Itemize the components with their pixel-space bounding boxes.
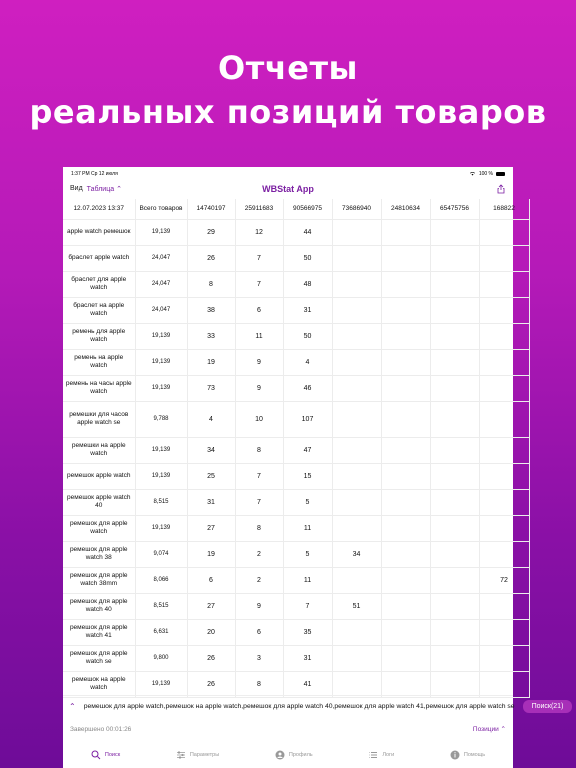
table-row[interactable] [63,375,529,401]
total-cell: 24,047 [135,297,187,323]
position-cell: 12 [235,219,283,245]
table-row[interactable] [63,645,529,671]
wifi-icon [469,171,476,176]
position-cell: 46 [283,375,332,401]
position-cell: 73 [187,375,235,401]
tab-profile[interactable] [275,750,313,760]
table-row[interactable] [63,515,529,541]
total-cell: 8,515 [135,489,187,515]
status-time: 1:37 PM [71,170,90,177]
position-cell [430,349,479,375]
position-cell [479,375,529,401]
search-button[interactable]: Поиск(21) [523,700,573,713]
position-cell [332,645,381,671]
table-row[interactable] [63,619,529,645]
position-cell: 7 [283,593,332,619]
app-title: WBStat App [262,183,314,194]
position-cell [381,619,430,645]
person-icon [275,750,285,760]
position-cell: 8 [235,437,283,463]
position-cell [430,245,479,271]
position-cell: 26 [187,245,235,271]
position-cell: 15 [283,463,332,489]
position-cell [430,375,479,401]
position-cell [479,619,529,645]
table-row[interactable] [63,245,529,271]
query-cell: ремешки на apple watch [63,437,135,463]
position-cell [332,375,381,401]
query-cell: ремешок для apple watch 41 [63,619,135,645]
position-cell: 26 [187,645,235,671]
tab-label: Параметры [189,751,220,758]
table-header-row [63,199,529,219]
view-selector-value: Таблица [86,185,115,193]
position-cell [381,219,430,245]
position-cell: 72 [479,567,529,593]
positions-selector-label: Позиции [472,726,499,733]
position-cell [381,401,430,437]
promo-headline-line1: Отчеты [218,49,358,87]
search-icon [91,750,101,760]
position-cell: 29 [187,219,235,245]
position-cell: 5 [283,489,332,515]
query-cell: ремень для apple watch [63,323,135,349]
position-cell: 34 [332,541,381,567]
table-row[interactable] [63,323,529,349]
product-id-header[interactable]: 14740197 [187,199,235,219]
chevron-up-icon[interactable]: ⌃ [69,702,76,711]
position-cell [332,297,381,323]
position-cell [381,437,430,463]
position-cell [479,437,529,463]
query-cell: ремень на часы apple watch [63,375,135,401]
position-cell: 2 [235,541,283,567]
position-cell [381,271,430,297]
position-cell [381,541,430,567]
position-cell [332,489,381,515]
position-cell [381,297,430,323]
position-cell: 34 [187,437,235,463]
position-cell: 3 [235,645,283,671]
product-id-header[interactable]: 73686940 [332,199,381,219]
position-cell [479,671,529,697]
product-id-header[interactable]: 25911683 [235,199,283,219]
position-cell: 107 [283,401,332,437]
status-line [63,723,513,735]
tab-search[interactable] [91,750,120,760]
position-cell [430,515,479,541]
position-cell [430,593,479,619]
position-cell [479,271,529,297]
position-cell [381,375,430,401]
product-id-header[interactable]: 90566975 [283,199,332,219]
table-row[interactable] [63,297,529,323]
position-cell: 31 [187,489,235,515]
table-row[interactable] [63,437,529,463]
tab-bar [63,741,513,768]
position-cell [381,567,430,593]
query-cell: браслет apple watch [63,245,135,271]
product-id-header[interactable]: 24810634 [381,199,430,219]
position-cell [332,619,381,645]
position-cell [479,541,529,567]
position-cell: 11 [235,323,283,349]
position-cell [430,271,479,297]
table-row[interactable] [63,541,529,567]
total-cell: 19,139 [135,375,187,401]
view-selector[interactable] [87,185,122,193]
query-cell: ремешок apple watch [63,463,135,489]
tab-label: Логи [382,751,395,758]
position-cell [332,323,381,349]
list-icon [368,750,378,760]
position-cell: 7 [235,489,283,515]
query-cell: браслет для apple watch [63,271,135,297]
total-cell: 9,788 [135,401,187,437]
table-row[interactable] [63,489,529,515]
total-cell: 24,047 [135,271,187,297]
position-cell [479,297,529,323]
query-cell: ремешок для apple watch se [63,645,135,671]
position-cell: 4 [187,401,235,437]
battery-icon [496,172,505,176]
position-cell [430,401,479,437]
position-cell [479,463,529,489]
position-cell: 6 [235,297,283,323]
total-cell: 9,800 [135,645,187,671]
status-bar [63,167,513,180]
total-cell: 19,139 [135,437,187,463]
query-cell: ремешок apple watch 40 [63,489,135,515]
position-cell [381,671,430,697]
position-cell: 7 [235,463,283,489]
promo-headline-line2: реальных позиций товаров [29,93,547,131]
total-cell: 19,139 [135,671,187,697]
position-cell: 20 [187,619,235,645]
position-cell [381,463,430,489]
position-cell [332,349,381,375]
position-cell: 33 [187,323,235,349]
position-cell [430,323,479,349]
position-cell: 4 [283,349,332,375]
position-cell [381,489,430,515]
total-cell: 24,047 [135,245,187,271]
position-cell: 11 [283,515,332,541]
position-cell: 2 [235,567,283,593]
position-cell: 7 [235,271,283,297]
position-cell [430,645,479,671]
position-cell [381,349,430,375]
position-cell: 6 [187,567,235,593]
position-cell [430,489,479,515]
position-cell [479,219,529,245]
position-cell [381,645,430,671]
position-cell: 26 [187,671,235,697]
total-cell: 9,074 [135,541,187,567]
position-cell [381,245,430,271]
position-cell [430,297,479,323]
position-cell [381,515,430,541]
sliders-icon [176,750,186,760]
position-cell: 51 [332,593,381,619]
position-cell [332,219,381,245]
position-cell: 50 [283,323,332,349]
total-cell: 19,139 [135,219,187,245]
table-row[interactable] [63,567,529,593]
position-cell [332,463,381,489]
position-cell [332,245,381,271]
query-cell: ремешок для apple watch 40 [63,593,135,619]
position-cell: 31 [283,297,332,323]
product-id-header[interactable]: 65475756 [430,199,479,219]
position-cell: 9 [235,593,283,619]
position-cell: 5 [283,541,332,567]
table-row[interactable] [63,271,529,297]
app-screen [63,167,564,768]
table-row[interactable] [63,463,529,489]
position-cell [332,437,381,463]
position-cell [479,401,529,437]
position-cell [479,593,529,619]
position-cell [381,323,430,349]
position-cell [479,515,529,541]
position-cell [430,671,479,697]
position-cell [430,219,479,245]
position-cell: 35 [283,619,332,645]
total-cell: 8,515 [135,593,187,619]
share-icon[interactable] [496,184,506,194]
position-cell [430,437,479,463]
search-query-field[interactable]: ремешок для apple watch,ремешок на apple watch,ремешок для apple watch 40,ремешок для apple watch 41,ремешок для apple watch se [83,703,515,710]
position-cell: 9 [235,349,283,375]
position-cell: 7 [235,245,283,271]
position-cell [332,567,381,593]
position-cell: 44 [283,219,332,245]
position-cell: 8 [235,515,283,541]
positions-table-container[interactable] [63,199,513,693]
position-cell: 27 [187,515,235,541]
date-header: 12.07.2023 13:37 [63,199,135,219]
total-cell: 19,139 [135,463,187,489]
chevron-updown-icon: ⌃ [116,185,122,193]
position-cell [332,515,381,541]
positions-selector[interactable] [473,725,506,733]
query-cell: ремень на apple watch [63,349,135,375]
tab-logs[interactable] [368,750,394,760]
position-cell: 19 [187,349,235,375]
position-cell [332,271,381,297]
position-cell [430,619,479,645]
position-cell [430,463,479,489]
position-cell [332,671,381,697]
position-cell [479,245,529,271]
total-cell: 19,139 [135,349,187,375]
info-icon [450,750,460,760]
position-cell [479,349,529,375]
position-cell: 6 [235,619,283,645]
position-cell: 47 [283,437,332,463]
position-cell: 8 [235,671,283,697]
table-row[interactable] [63,349,529,375]
position-cell [479,489,529,515]
position-cell: 8 [187,271,235,297]
table-row[interactable] [63,593,529,619]
position-cell: 41 [283,671,332,697]
search-bar [63,695,564,717]
position-cell [479,645,529,671]
position-cell: 31 [283,645,332,671]
tab-label: Поиск [104,751,121,758]
tab-label: Профиль [288,751,313,758]
tab-help[interactable] [450,750,485,760]
battery-percent: 100 % [478,170,493,177]
tab-label: Помощь [463,751,486,758]
query-cell: ремешки для часов apple watch se [63,401,135,437]
total-cell: 8,066 [135,567,187,593]
position-cell [430,567,479,593]
query-cell: ремешок на apple watch [63,671,135,697]
position-cell [430,541,479,567]
position-cell: 38 [187,297,235,323]
table-row[interactable] [63,219,529,245]
table-row[interactable] [63,671,529,697]
promo-headline [0,46,576,134]
query-cell: ремешок для apple watch 38mm [63,567,135,593]
nav-bar [63,180,513,197]
query-cell: ремешок для apple watch [63,515,135,541]
table-row[interactable] [63,401,529,437]
position-cell [479,323,529,349]
total-cell: 19,139 [135,323,187,349]
position-cell: 25 [187,463,235,489]
total-cell: 6,631 [135,619,187,645]
position-cell: 27 [187,593,235,619]
position-cell: 48 [283,271,332,297]
query-cell: apple watch ремешок [63,219,135,245]
total-cell: 19,139 [135,515,187,541]
product-id-header[interactable]: 168822 [479,199,529,219]
position-cell: 11 [283,567,332,593]
total-header: Всего товаров [135,199,187,219]
tab-parameters[interactable] [176,750,219,760]
status-date: Ср 12 июля [91,170,118,177]
position-cell: 19 [187,541,235,567]
position-cell [332,401,381,437]
positions-table [63,199,530,698]
query-cell: браслет на apple watch [63,297,135,323]
position-cell: 9 [235,375,283,401]
query-cell: ремешок для apple watch 38 [63,541,135,567]
view-label: Вид [70,185,83,192]
completion-status: Завершено 00:01:26 [70,725,132,733]
position-cell [381,593,430,619]
position-cell: 50 [283,245,332,271]
chevron-updown-icon: ⌃ [500,726,506,733]
position-cell: 10 [235,401,283,437]
